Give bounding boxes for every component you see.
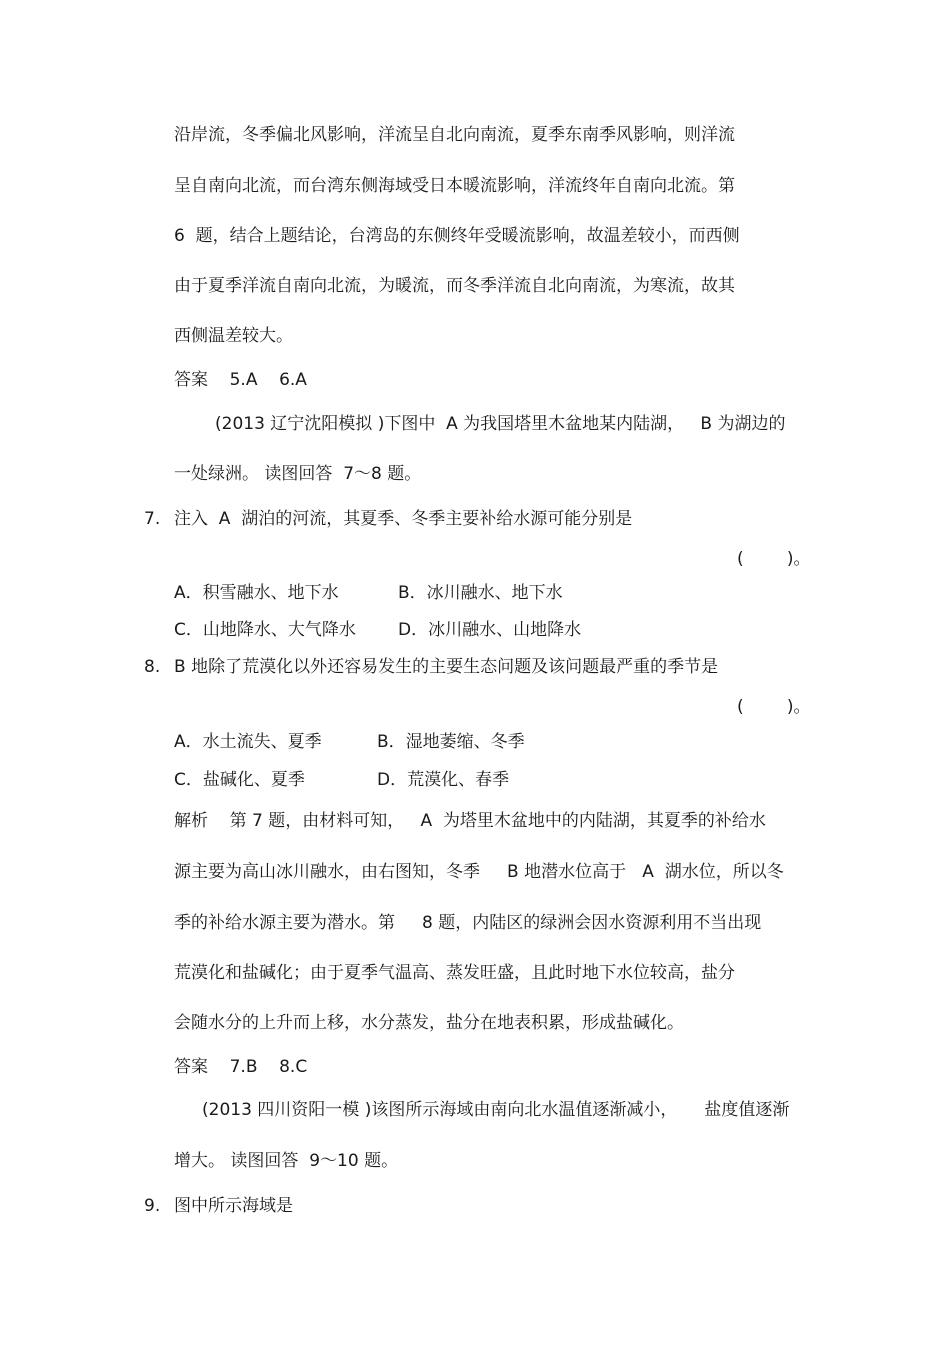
option-d: D．荒漠化、春季 xyxy=(377,770,510,790)
text-line: 会随水分的上升而上移，水分蒸发，盐分在地表积累，形成盐碱化。 xyxy=(174,1013,684,1033)
question-stem: B 地除了荒漠化以外还容易发生的主要生态问题及该问题最严重的季节是 xyxy=(174,657,719,677)
question-number: 9. xyxy=(144,1196,161,1216)
text-line: (2013 四川资阳一模 )该图所示海域由南向北水温值逐渐减小， 盐度值逐渐 xyxy=(202,1100,790,1120)
answer-5-6: 答案 5.A 6.A xyxy=(174,370,307,390)
option-b: B．冰川融水、地下水 xyxy=(398,583,563,603)
option-a: A．积雪融水、地下水 xyxy=(174,583,339,603)
text-line: 解析 第 7 题，由材料可知， A 为塔里木盆地中的内陆湖，其夏季的补给水 xyxy=(174,811,766,831)
option-b: B．湿地萎缩、冬季 xyxy=(377,732,525,752)
option-d: D．冰川融水、山地降水 xyxy=(398,620,582,640)
text-line: 由于夏季洋流自南向北流，为暖流，而冬季洋流自北向南流，为寒流，故其 xyxy=(174,276,735,296)
text-line: (2013 辽宁沈阳模拟 )下图中 A 为我国塔里木盆地某内陆湖， B 为湖边的 xyxy=(215,414,786,434)
text-line: 6 题，结合上题结论，台湾岛的东侧终年受暖流影响，故温差较小，而西侧 xyxy=(174,226,740,246)
question-stem: 图中所示海域是 xyxy=(174,1196,293,1216)
answer-7-8: 答案 7.B 8.C xyxy=(174,1057,308,1077)
option-c: C．盐碱化、夏季 xyxy=(174,770,305,790)
option-a: A．水土流失、夏季 xyxy=(174,732,322,752)
text-line: 增大。 读图回答 9～10 题。 xyxy=(174,1151,399,1171)
text-line: 呈自南向北流，而台湾东侧海域受日本暖流影响，洋流终年自南向北流。第 xyxy=(174,176,735,196)
answer-bracket: ( )。 xyxy=(737,697,811,717)
question-number: 7. xyxy=(144,509,161,529)
text-line: 西侧温差较大。 xyxy=(174,326,293,346)
text-line: 季的补给水源主要为潜水。第 8 题，内陆区的绿洲会因水资源利用不当出现 xyxy=(174,913,762,933)
question-number: 8. xyxy=(144,657,161,677)
question-stem: 注入 A 湖泊的河流，其夏季、冬季主要补给水源可能分别是 xyxy=(174,509,633,529)
text-line: 沿岸流，冬季偏北风影响，洋流呈自北向南流，夏季东南季风影响，则洋流 xyxy=(174,125,735,145)
answer-bracket: ( )。 xyxy=(737,549,811,569)
text-line: 荒漠化和盐碱化；由于夏季气温高、蒸发旺盛，且此时地下水位较高，盐分 xyxy=(174,963,735,983)
option-c: C．山地降水、大气降水 xyxy=(174,620,356,640)
text-line: 源主要为高山冰川融水，由右图知，冬季 B 地潜水位高于 A 湖水位，所以冬 xyxy=(174,862,784,882)
text-line: 一处绿洲。 读图回答 7～8 题。 xyxy=(174,464,422,484)
